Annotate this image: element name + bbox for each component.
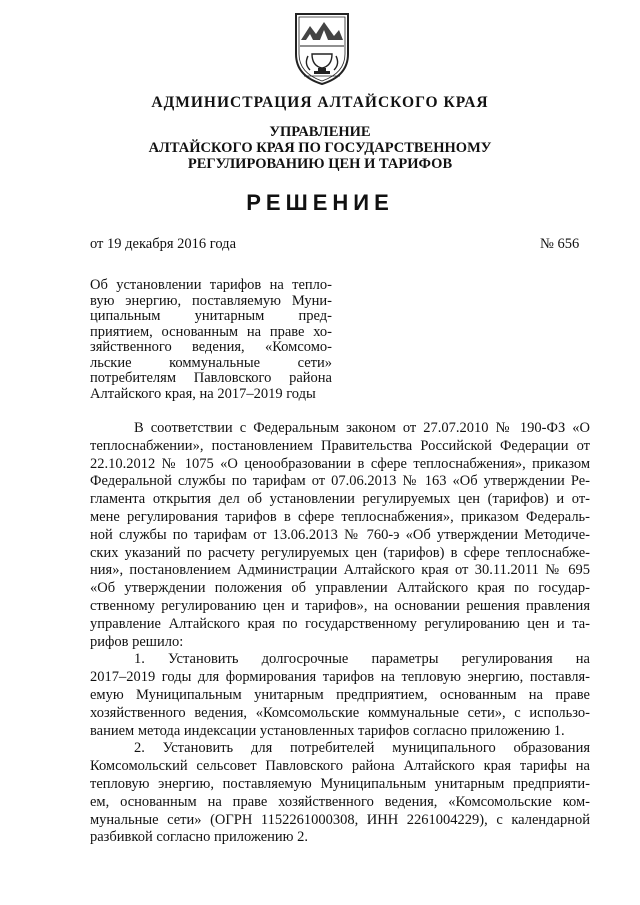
body-line: Федеральной службы по тарифам от 07.06.2013 № 163 «Об утверждении Ре- — [90, 473, 590, 490]
subject-line: Алтайского края, на 2017–2019 годы — [90, 385, 316, 402]
body-line: разбивкой согласно приложению 2. — [90, 829, 308, 846]
document-body — [90, 420, 590, 847]
department-line: РЕГУЛИРОВАНИЮ ЦЕН И ТАРИФОВ — [187, 156, 453, 172]
body-line: рифов решило: — [90, 633, 184, 650]
body-line: ем, основанным на праве хозяйственного ведения, «Комсомольские ком- — [90, 793, 590, 810]
body-line: В соответствии с Федеральным законом от 27.07.2010 № 190-ФЗ «О — [134, 420, 590, 436]
body-line: ских указаний по расчету регулируемых цен (тарифов) в сфере теплоснабже- — [90, 544, 590, 561]
document-subject — [90, 278, 332, 402]
body-line: «Об утверждении положения об управлении Алтайского края по государ- — [90, 580, 590, 597]
department-line: АЛТАЙСКОГО КРАЯ ПО ГОСУДАРСТВЕННОМУ — [148, 140, 492, 156]
subject-line: приятием, основанным на праве хо- — [90, 323, 332, 340]
document-date: от 19 декабря 2016 года — [90, 236, 236, 252]
body-line: 2. Установить для потребителей муниципального образования — [134, 740, 590, 757]
body-line: емую Муниципальным унитарным предприятием, основанным на праве — [90, 686, 590, 703]
body-line: 22.10.2012 № 1075 «О ценообразовании в сфере теплоснабжения», приказом — [90, 455, 590, 472]
subject-line: ципальным унитарным пред- — [90, 308, 332, 324]
body-line: Комсомольский сельсовет Павловского района Алтайского края тарифы на — [90, 758, 590, 775]
body-line: 1. Установить долгосрочные параметры регулирования на — [134, 651, 590, 668]
subject-line: Об установлении тарифов на тепло- — [90, 277, 332, 293]
department-line: УПРАВЛЕНИЕ — [269, 124, 371, 140]
department-name — [0, 124, 640, 172]
body-line: 2017–2019 годы для формирования тарифов на тепловую энергию, поставля- — [90, 669, 590, 686]
subject-line: потребителям Павловского района — [90, 370, 332, 386]
subject-line: льские коммунальные сети» — [90, 354, 332, 371]
body-line: мене регулирования тарифов в сфере теплоснабжения», приказом Федераль- — [90, 508, 590, 525]
organization-name: АДМИНИСТРАЦИЯ АЛТАЙСКОГО КРАЯ — [151, 94, 489, 111]
body-line: гламента открытия дел об установлении регулируемых цен (тарифов) и от- — [90, 491, 590, 508]
document-number: № 656 — [540, 236, 580, 252]
document-type-title: РЕШЕНИЕ — [246, 190, 394, 215]
subject-line: вую энергию, поставляемую Муни- — [90, 292, 332, 309]
subject-line: зяйственного ведения, «Комсомо- — [90, 339, 332, 355]
body-line: мунальные сети» (ОГРН 1152261000308, ИНН 2261004229), с календарной — [90, 811, 590, 828]
body-line: ственному регулированию цен и тарифов», на основании решения правления — [90, 597, 590, 614]
body-line: ния», постановлением Администрации Алтайского края от 30.11.2011 № 695 — [90, 562, 590, 579]
body-line: теплоснабжении», постановлением Правительства Российской Федерации от — [90, 437, 590, 454]
body-line: тепловую энергию, поставляемую Муниципальным унитарным предприяти- — [90, 775, 590, 792]
body-line: хозяйственного ведения, «Комсомольские коммунальные сети», с использо- — [90, 704, 590, 721]
coat-of-arms-emblem — [288, 10, 356, 86]
body-line: ванием метода индексации установленных тарифов согласно приложению 1. — [90, 722, 565, 739]
body-line: управление Алтайского края по государственному регулированию цен и та- — [90, 615, 590, 632]
body-line: ной службы по тарифам от 13.06.2013 № 760-э «Об утверждении Методиче- — [90, 526, 590, 543]
